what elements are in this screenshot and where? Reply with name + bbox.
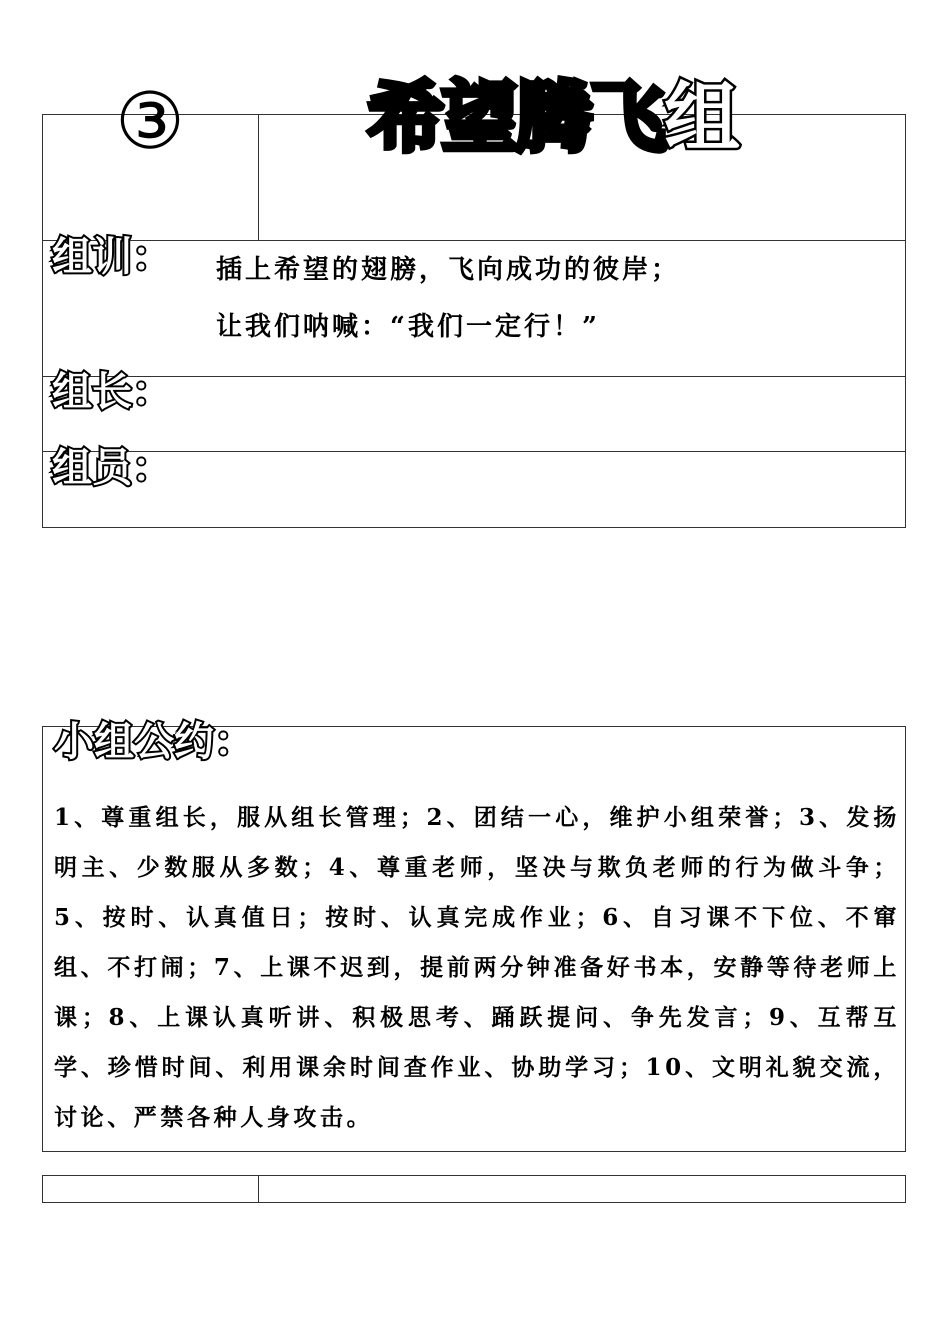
motto-line-2: 让我们呐喊：“我们一定行！” [216,312,600,342]
motto-label: 组训： [52,234,172,280]
members-label: 组员： [52,445,172,491]
rules-text: 1、尊重组长，服从组长管理；2、团结一心，维护小组荣誉；3、发扬明主、少数服从多数；4、尊重老师，坚决与欺负老师的行为做斗争；5、按时、认真值日；按时、认真完成作业；6、自习课不下位、不窜组、不打闹；7、上课不迟到，提前两分钟准备好书本，安静等待老师上课；8、上课认真听讲、积极思考、踊跃提问、争先发言；9、互帮互学、珍惜时间、利用课余时间查作业、协助学习；10、文明礼貌交流，讨论、严禁各种人身攻击。 [54,804,900,1131]
header-column-divider [258,114,259,240]
footer-table [42,1175,906,1203]
group-number: ③ [115,77,185,167]
motto-line-1: 插上希望的翅膀，飞向成功的彼岸； [216,255,681,285]
group-title [368,70,738,166]
group-title-outline: 组 [664,73,738,162]
rules-label: 小组公约： [54,719,254,765]
footer-column-divider [258,1175,259,1203]
group-title-solid: 希望腾飞 [368,73,664,162]
leader-label: 组长： [52,369,172,415]
